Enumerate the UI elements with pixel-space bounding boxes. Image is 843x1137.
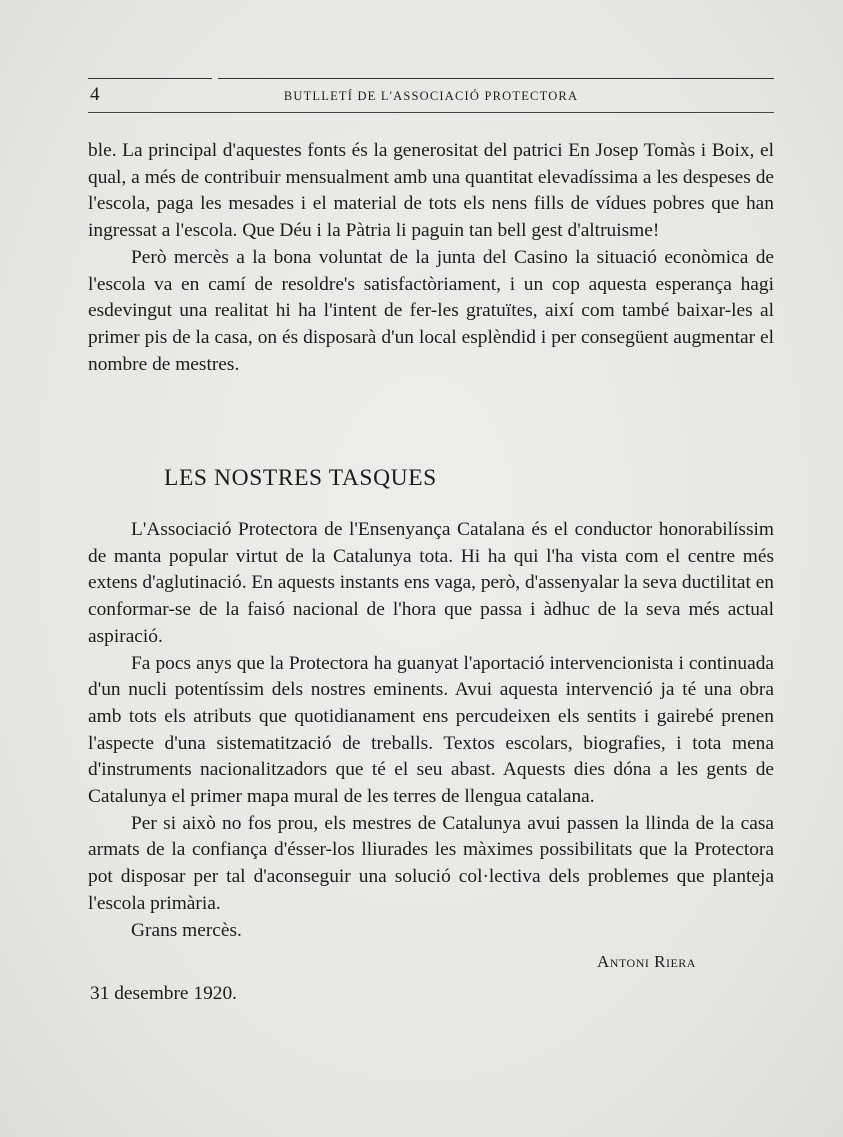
header-rule-bottom — [88, 112, 774, 113]
page-header — [88, 74, 774, 120]
intro-text — [88, 138, 774, 378]
section-paragraph-4: Grans mercès. — [131, 919, 242, 941]
section-text — [88, 517, 774, 944]
running-title: BUTLLETÍ DE L'ASSOCIACIÓ PROTECTORA — [283, 89, 579, 103]
section-paragraph-2: Fa pocs anys que la Protectora ha guanyat l'aportació intervencionista i continuada d'un nucli potentíssim dels nostres eminents. Avui aquesta intervenció ja té una obra amb tots els atributs que quotidianament ens percudeixen els sentits i gairebé prenen l'aspecte d'una sistematització de treballs. Textos escolars, biografies, i tota mena d'instruments nacionalitzadors que té el seu abast. Aquests dies dóna a les gents de Catalunya el primer mapa mural de les terres de llengua catalana. — [88, 652, 774, 808]
section-paragraph-1: L'Associació Protectora de l'Ensenyança Catalana és el conductor honorabilíssim de manta popular virtut de la Catalunya tota. Hi ha qui l'ha vista com el centre més extens d'aglutinació. En aquests instants ens vaga, però, d'assenyalar la seva ductilitat en conformar-se de la faisó nacional de l'hora que passa i àdhuc de la seva més actual aspiració. — [88, 519, 774, 647]
page-number: 4 — [90, 84, 100, 105]
intro-paragraph-2: Però mercès a la bona voluntat de la junta del Casino la situació econòmica de l'escola va en camí de resoldre's satisfactòriament, i un cop aquesta esperança hagi esdevingut una realitat hi ha l'intent de fer-les gratuïtes, així com també baixar-les al primer pis de la casa, on és disposarà d'un local esplèndid i per consegüent augmentar el nombre de mestres. — [88, 246, 774, 375]
intro-paragraph-1: ble. La principal d'aquestes fonts és la generositat del patrici En Josep Tomàs i Boix, el qual, a més de contribuir mensualment amb una quantitat elevadíssima a les despeses de l'escola, paga les mesades i el material de tots els nens fills de vídues pobres que han ingressat a l'escola. Que Déu i la Pàtria li paguin tan bell gest d'altruisme! — [88, 140, 774, 242]
date-line: 31 desembre 1920. — [90, 983, 238, 1004]
section-title: LES NOSTRES TASQUES — [164, 465, 437, 491]
header-rule-right — [218, 78, 774, 79]
header-rule-left — [88, 78, 212, 79]
section-paragraph-3: Per si això no fos prou, els mestres de Catalunya avui passen la llinda de la casa armats de la confiança d'ésser-los lliurades les màximes possibilitats que la Protectora pot disposar per tal d'aconseguir una solució col·lectiva dels problemes que planteja l'escola primària. — [88, 812, 774, 914]
author-signature: Antoni Riera — [597, 952, 696, 971]
